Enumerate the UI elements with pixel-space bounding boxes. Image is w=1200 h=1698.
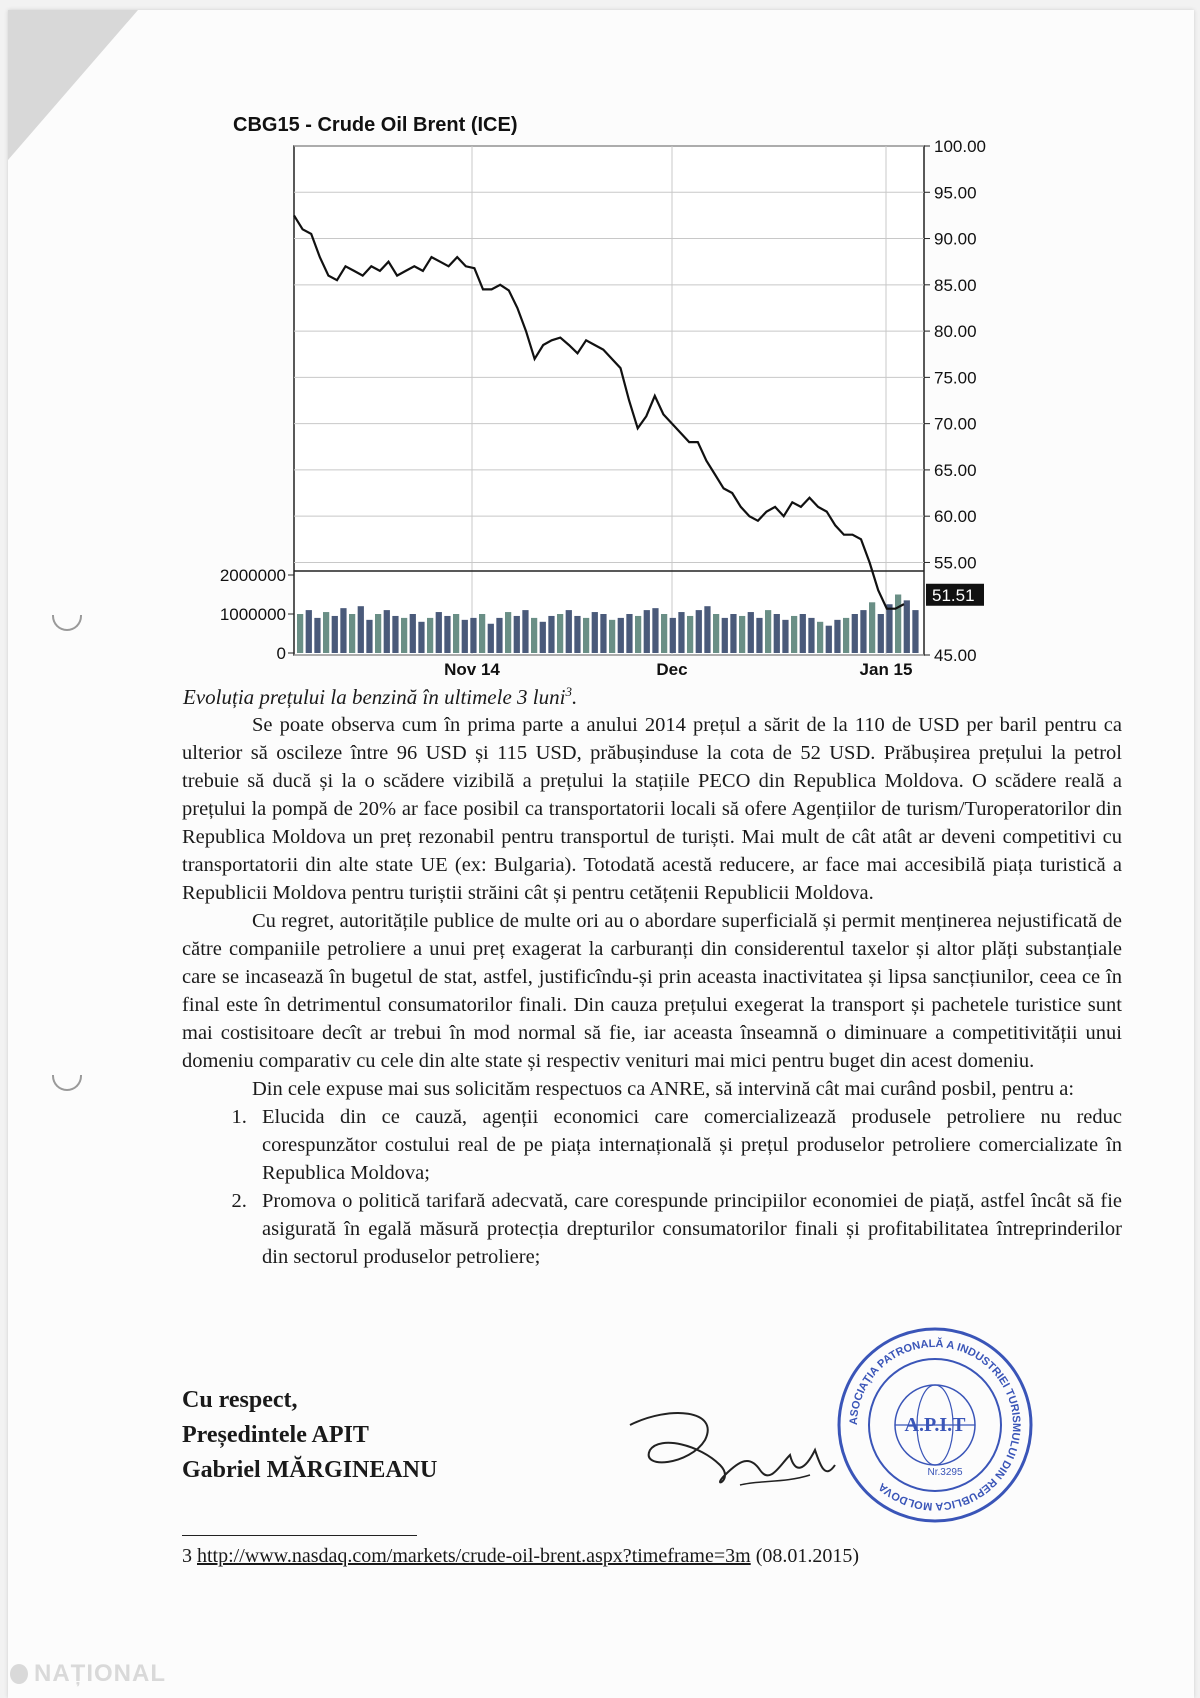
volume-bar [401, 618, 407, 653]
y-tick-label: 95.00 [934, 183, 977, 203]
volume-bar [886, 604, 892, 653]
volume-tick-label: 2000000 [219, 566, 286, 585]
stamp-number: Nr.3295 [927, 1467, 963, 1478]
volume-bar [375, 614, 381, 653]
footnote-number: 3 [182, 1545, 192, 1567]
footnote-date: (08.01.2015) [755, 1545, 860, 1567]
volume-bar [470, 618, 476, 653]
signoff-position: Președintele APIT [182, 1422, 369, 1448]
volume-bar [496, 618, 502, 653]
volume-bar [860, 610, 866, 653]
watermark [10, 1660, 166, 1688]
volume-bar [696, 610, 702, 653]
volume-bar [427, 618, 433, 653]
volume-bar [410, 614, 416, 653]
stamp-ring-text: ASOCIAȚIA PATRONALĂ A INDUSTRIEI TURISMULUI DIN REPUBLICA MOLDOVA [847, 1337, 1023, 1513]
volume-bar [739, 616, 745, 653]
body-text [182, 711, 1122, 1271]
volume-bar [800, 614, 806, 653]
volume-bar [618, 618, 624, 653]
volume-tick-label: 1000000 [219, 605, 286, 624]
y-tick-label: 85.00 [934, 275, 977, 295]
volume-bar [782, 620, 788, 653]
volume-bar [522, 610, 528, 653]
volume-bar [713, 614, 719, 653]
volume-bar [314, 618, 320, 653]
caption-period: . [571, 685, 578, 709]
volume-bar [600, 614, 606, 653]
volume-bar [661, 614, 667, 653]
y-tick-label: 80.00 [934, 322, 977, 342]
volume-bar [635, 616, 641, 653]
footnote-link[interactable]: http://www.nasdaq.com/markets/crude-oil-brent.aspx?timeframe=3m [197, 1545, 751, 1567]
punch-hole-bottom [52, 1075, 82, 1091]
volume-bar [670, 618, 676, 653]
volume-bar [852, 614, 858, 653]
volume-bar [453, 614, 459, 653]
volume-bar [791, 616, 797, 653]
volume-bar [505, 612, 511, 653]
x-tick-label: Jan 15 [859, 660, 913, 679]
volume-bar [349, 614, 355, 653]
volume-bar [869, 602, 875, 653]
footnote [182, 1545, 859, 1568]
volume-bar [730, 614, 736, 653]
volume-tick-label: 0 [276, 644, 286, 663]
list-item: 2. Promova o politică tarifară adecvată, care corespunde principiilor economiei de piață, astfel încât să fie asigurată în egală măsură protecția drepturilor consumatorilor finali și profitabilitatea întreprinderilor din sectorul produselor petroliere; [252, 1187, 1122, 1271]
volume-bar [514, 616, 520, 653]
y-tick-label: 65.00 [934, 460, 977, 480]
handwritten-signature [610, 1395, 870, 1505]
volume-bar [834, 620, 840, 653]
volume-bar [722, 618, 728, 653]
y-tick-label: 75.00 [934, 368, 977, 388]
volume-bar [756, 618, 762, 653]
volume-bar [878, 614, 884, 653]
volume-bar [332, 616, 338, 653]
volume-bar [843, 618, 849, 653]
volume-bar [462, 620, 468, 653]
volume-bar [384, 610, 390, 653]
volume-bar [392, 616, 398, 653]
volume-bar [323, 612, 329, 653]
volume-bar [531, 618, 537, 653]
watermark-text: NAȚIONAL [34, 1660, 166, 1687]
paragraph-3: Din cele expuse mai sus solicităm respectuos ca ANRE, să intervină cât mai curând posbil, pentru a: [252, 1078, 1075, 1100]
signoff-greeting: Cu respect, [182, 1387, 298, 1413]
volume-bar [488, 624, 494, 653]
volume-bar [358, 606, 364, 653]
request-list [182, 1103, 1122, 1271]
volume-bar [904, 600, 910, 653]
volume-bar [826, 626, 832, 653]
paragraph-2: Cu regret, autoritățile publice de multe ori au o abordare superficială și permit menținerea nejustificată de către companiile petroliere a unui preț exagerat la carburanți din considerentul taxelor și altor plăți substanțiale care se incasează în bugetul de stat, astfel, justificîndu-și prin aceasta inactivitatea și lipsa sancțiunilor, ceea ce în final este în detrimentul consumatorilor finali. Din cauza prețului exegerat la transport și pachetele turistice sunt mai costisitoare decît ar trebui în mod normal să fie, iar aceasta înseamnă o diminuare a competitivității unui domeniu comparativ cu cele din alte state și respectiv venituri mai mici pentru buget din acest domeniu. [182, 910, 1122, 1072]
y-tick-label: 70.00 [934, 414, 977, 434]
chart-title: CBG15 - Crude Oil Brent (ICE) [233, 114, 518, 136]
volume-bar [765, 610, 771, 653]
y-tick-label: 60.00 [934, 507, 977, 527]
volume-bar [366, 620, 372, 653]
chart-caption [183, 684, 577, 710]
signoff [182, 1383, 437, 1488]
volume-bar [817, 622, 823, 653]
list-item: 1. Elucida din ce cauză, agenții economici care comercializează produsele petroliere nu reduc corespunzător costului real de pe piața internațională și prețul produselor petroliere comercializate în Republica Moldova; [252, 1103, 1122, 1187]
paragraph-1: Se poate observa cum în prima parte a anului 2014 prețul a sărit de la 110 de USD per baril pentru ca ulterior să oscileze între 96 USD și 115 USD, prăbușinduse la cota de 52 USD. Prăbușirea prețului la petrol trebuie să ducă și la o scădere vizibilă a prețului la stațiile PECO din Republica Moldova. O scădere reală a prețului la pompă de 20% ar face posibil ca transportatorii locali să ofere Agențiilor de turism/Turoperatorilor din Republica Moldova un preț rezonabil pentru transportul de turiști. Mai mult de cât atât ar deveni competitivi cu transportatorii din alte state UE (ex: Bulgaria). Totodată acestă reducere, ar face mai accesibilă piața turistică a Republicii Moldova pentru turiștii străini cât și pentru cetățenii Republicii Moldova. [182, 714, 1122, 904]
caption-text: Evoluția prețului la benzină în ultimele 3 luni [183, 685, 566, 709]
x-tick-label: Nov 14 [444, 660, 500, 679]
volume-bar [748, 612, 754, 653]
volume-bar [479, 614, 485, 653]
volume-bar [418, 622, 424, 653]
y-tick-label: 100.00 [934, 137, 986, 156]
caption-footnote-ref: 3 [565, 684, 572, 699]
volume-bar [774, 614, 780, 653]
volume-bar [912, 610, 918, 653]
volume-bar [574, 616, 580, 653]
signoff-name: Gabriel MĂRGINEANU [182, 1457, 438, 1483]
volume-bar [548, 616, 554, 653]
y-tick-label: 55.00 [934, 553, 977, 573]
volume-bar [704, 606, 710, 653]
y-tick-label: 90.00 [934, 229, 977, 249]
volume-bar [297, 614, 303, 653]
y-tick-label: 45.00 [934, 646, 977, 665]
stamp-center-text: A.P.I.T [904, 1414, 966, 1436]
volume-bar [436, 612, 442, 653]
volume-bar [678, 612, 684, 653]
volume-bar [540, 622, 546, 653]
footnote-rule [182, 1535, 417, 1536]
volume-bar [626, 614, 632, 653]
x-tick-label: Dec [656, 660, 688, 679]
watermark-logo-icon [10, 1664, 28, 1684]
volume-bar [306, 610, 312, 653]
brent-chart [0, 0, 1200, 700]
volume-bar [895, 595, 901, 654]
last-price-label: 51.51 [932, 585, 975, 605]
volume-bar [652, 608, 658, 653]
plot-area [294, 146, 924, 655]
volume-bar [687, 616, 693, 653]
organization-stamp [835, 1325, 1035, 1525]
volume-bar [566, 610, 572, 653]
volume-bar [808, 618, 814, 653]
volume-bar [592, 612, 598, 653]
volume-bar [609, 620, 615, 653]
volume-bar [340, 608, 346, 653]
volume-bar [644, 610, 650, 653]
volume-bar [583, 618, 589, 653]
volume-bar [444, 616, 450, 653]
volume-bar [557, 614, 563, 653]
